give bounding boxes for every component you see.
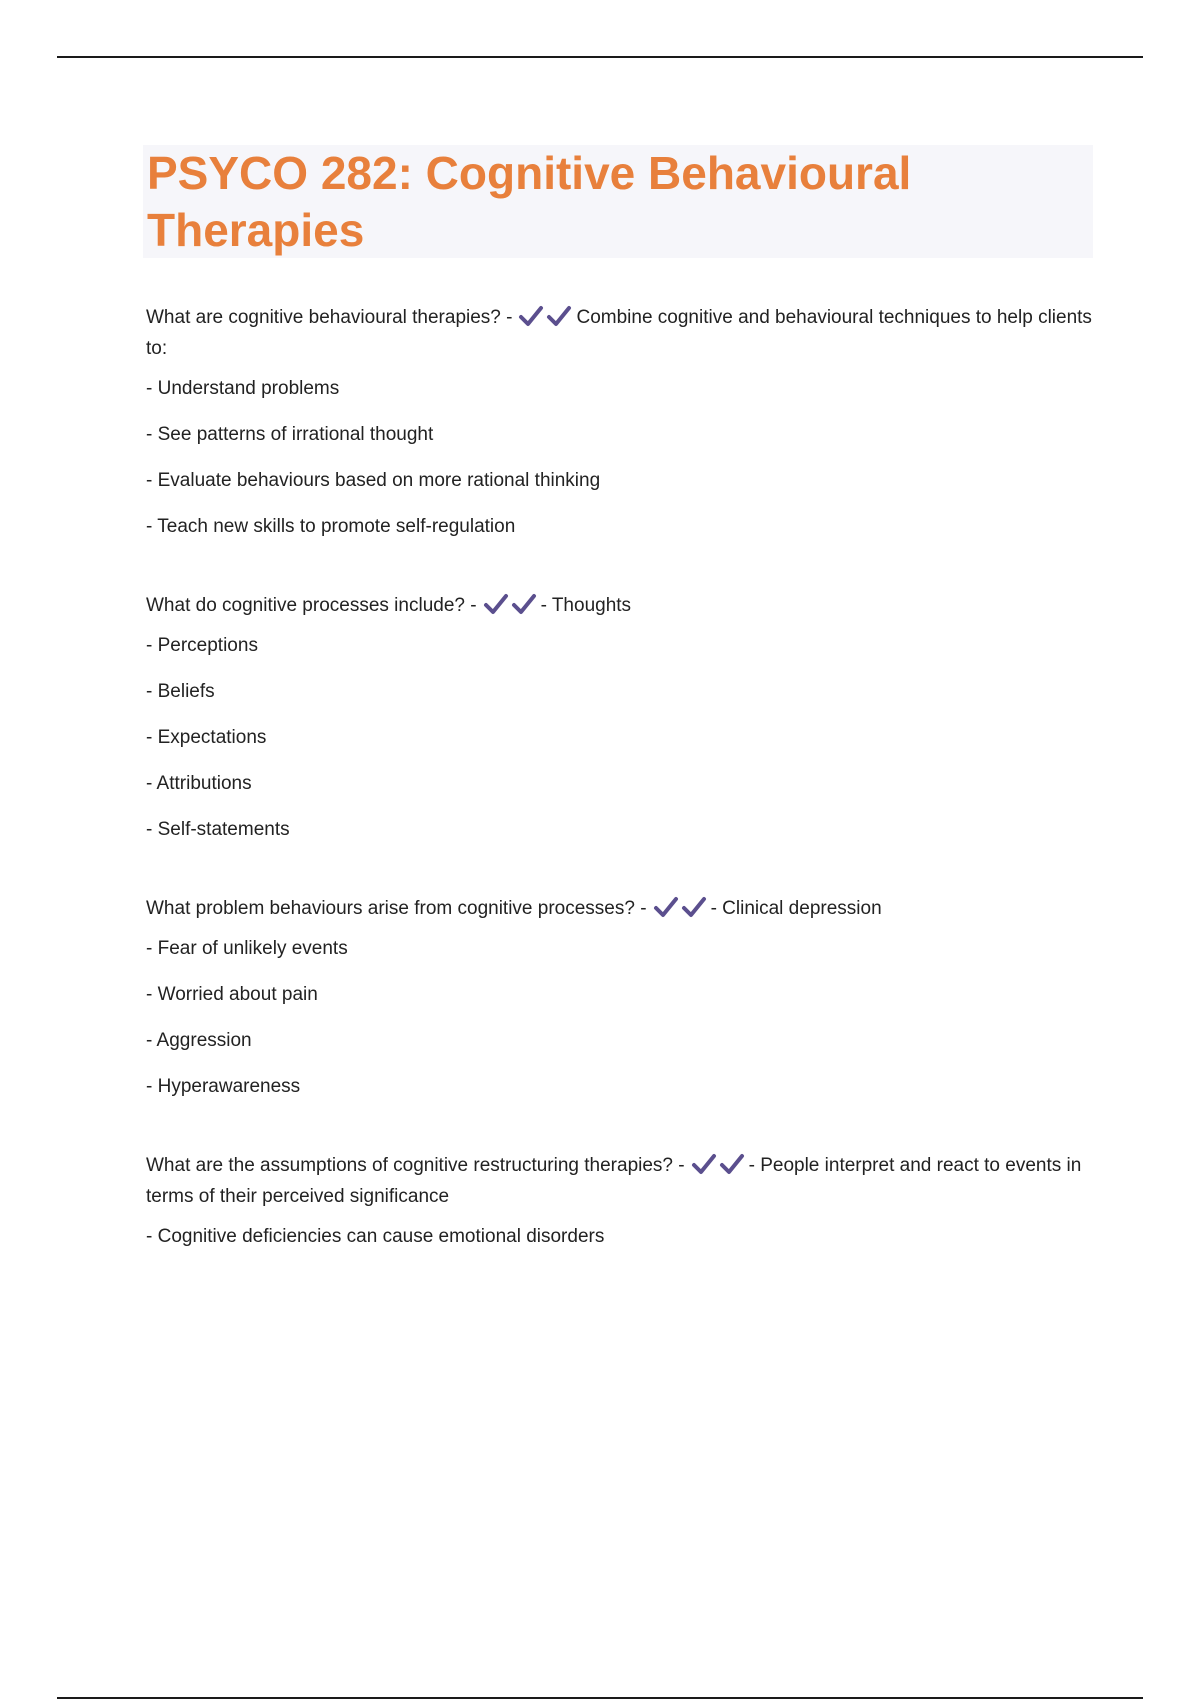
- list-item: - Evaluate behaviours based on more rational thinking: [146, 470, 601, 491]
- list-item: - Aggression: [146, 1030, 252, 1051]
- check-marks: [653, 893, 709, 924]
- check-icon: [691, 1153, 717, 1175]
- list-item: - Beliefs: [146, 681, 215, 702]
- check-icon: [681, 896, 707, 918]
- check-marks: [691, 1150, 747, 1181]
- check-icon: [511, 593, 537, 615]
- qa-question-line: [146, 590, 1096, 621]
- answer-text: Combine cognitive and behavioural techniques to help clients to:: [146, 307, 1092, 359]
- list-item: - Teach new skills to promote self-regulation: [146, 516, 516, 537]
- question-text: What do cognitive processes include? -: [146, 595, 477, 616]
- question-text: What are cognitive behavioural therapies? -: [146, 307, 513, 328]
- qa-question-line: [146, 893, 1096, 924]
- title-block: [143, 145, 1093, 258]
- answer-text: - Thoughts: [540, 595, 632, 616]
- list-item: - Fear of unlikely events: [146, 938, 348, 959]
- answer-text: - Clinical depression: [710, 898, 882, 919]
- check-icon: [546, 305, 572, 327]
- list-item: - Cognitive deficiencies can cause emotional disorders: [146, 1226, 605, 1247]
- list-item: - See patterns of irrational thought: [146, 424, 434, 445]
- check-marks: [483, 590, 539, 621]
- qa-card: [146, 302, 1096, 540]
- list-item: - Expectations: [146, 727, 267, 748]
- page-title: PSYCO 282: Cognitive Behavioural Therapies: [147, 147, 912, 256]
- qa-card: [146, 893, 1096, 1100]
- check-marks: [518, 302, 574, 333]
- question-text: What are the assumptions of cognitive restructuring therapies? -: [146, 1155, 685, 1176]
- header-rule: [57, 56, 1143, 58]
- qa-card: [146, 1150, 1096, 1250]
- check-icon: [518, 305, 544, 327]
- footer-rule: [57, 1697, 1143, 1699]
- list-item: - Attributions: [146, 773, 252, 794]
- list-item: - Worried about pain: [146, 984, 318, 1005]
- check-icon: [483, 593, 509, 615]
- list-item: - Self-statements: [146, 819, 290, 840]
- check-icon: [719, 1153, 745, 1175]
- list-item: - Perceptions: [146, 635, 258, 656]
- qa-question-line: [146, 302, 1096, 364]
- question-text: What problem behaviours arise from cognitive processes? -: [146, 898, 647, 919]
- list-item: - Understand problems: [146, 378, 340, 399]
- qa-question-line: [146, 1150, 1096, 1212]
- qa-card: [146, 590, 1096, 843]
- qa-list: [146, 302, 1096, 1300]
- check-icon: [653, 896, 679, 918]
- list-item: - Hyperawareness: [146, 1076, 301, 1097]
- answer-text: - People interpret and react to events in terms of their perceived significance: [146, 1155, 1082, 1207]
